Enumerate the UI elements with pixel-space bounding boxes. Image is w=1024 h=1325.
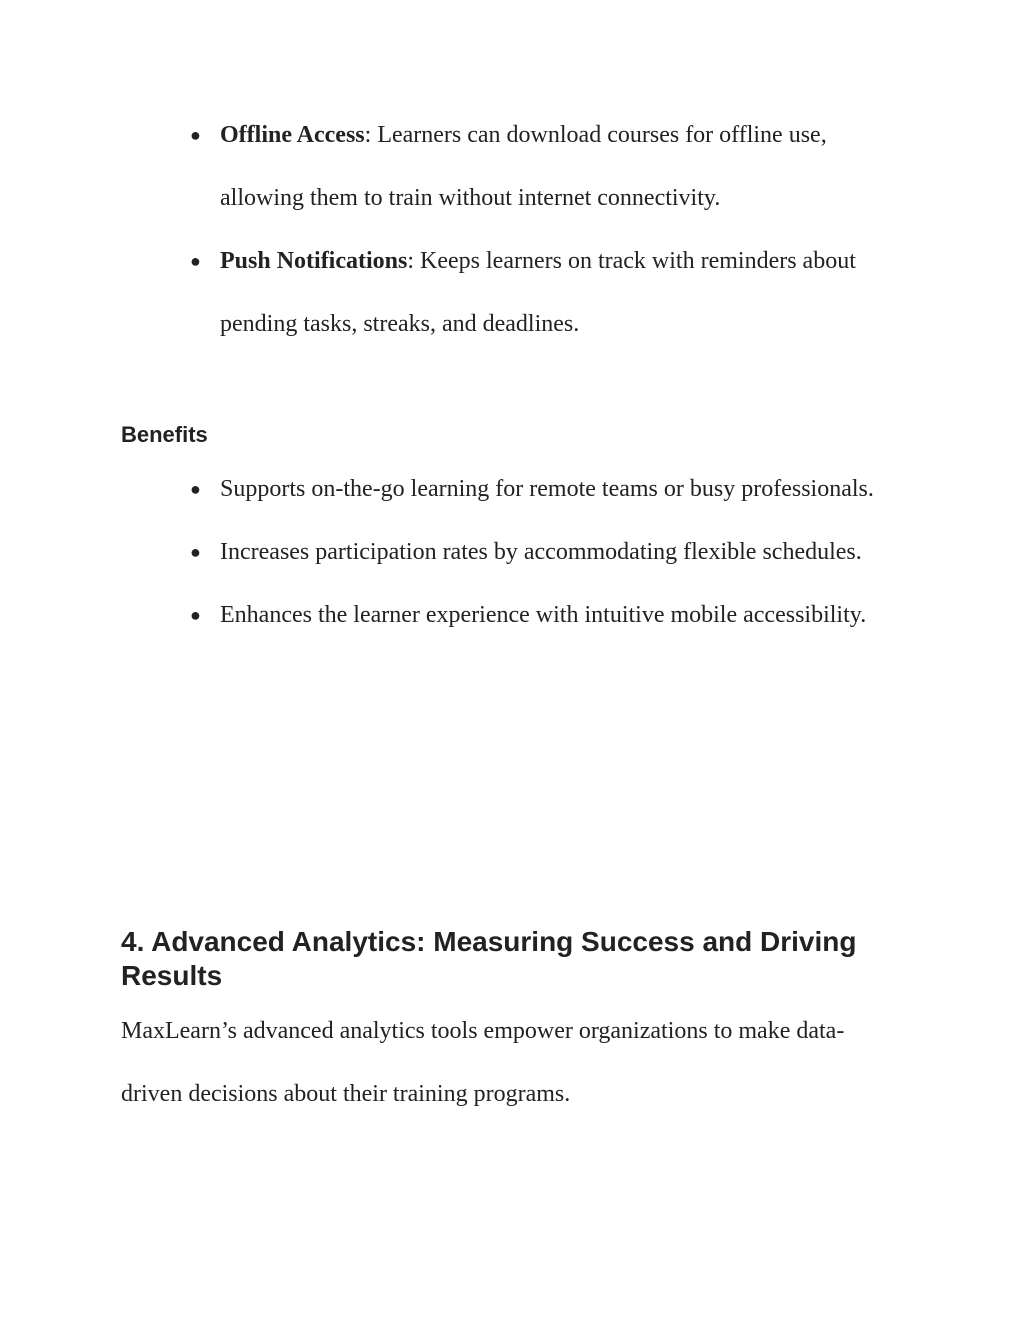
benefits-heading: Benefits <box>121 422 208 447</box>
bullet-icon: ● <box>190 251 201 271</box>
benefits-list <box>0 458 1024 647</box>
bullet-icon: ● <box>190 542 201 562</box>
benefit-text: Supports on-the-go learning for remote teams or busy professionals. <box>220 476 874 502</box>
benefit-text: Increases participation rates by accommodating flexible schedules. <box>220 539 862 565</box>
list-item <box>0 104 900 230</box>
term-separator: : <box>364 122 378 148</box>
list-item <box>0 230 900 356</box>
list-item <box>0 458 900 521</box>
list-item <box>0 521 900 584</box>
term-separator: : <box>407 248 421 274</box>
feature-term: Offline Access <box>220 122 365 148</box>
feature-list <box>0 104 1024 356</box>
bullet-icon: ● <box>190 125 201 145</box>
feature-description: Keeps learners on track with reminders about pending tasks, streaks, and deadlines. <box>220 248 856 337</box>
bullet-icon: ● <box>190 479 201 499</box>
section-paragraph: MaxLearn’s advanced analytics tools empower organizations to make data-driven decisions about their training programs. <box>121 1018 845 1107</box>
list-item <box>0 584 900 647</box>
benefit-text: Enhances the learner experience with intuitive mobile accessibility. <box>220 602 867 628</box>
bullet-icon: ● <box>190 605 201 625</box>
feature-term: Push Notifications <box>220 248 408 274</box>
feature-description: Learners can download courses for offline use, allowing them to train without internet connectivity. <box>220 122 827 211</box>
section-heading: 4. Advanced Analytics: Measuring Success and Driving Results <box>121 926 857 991</box>
